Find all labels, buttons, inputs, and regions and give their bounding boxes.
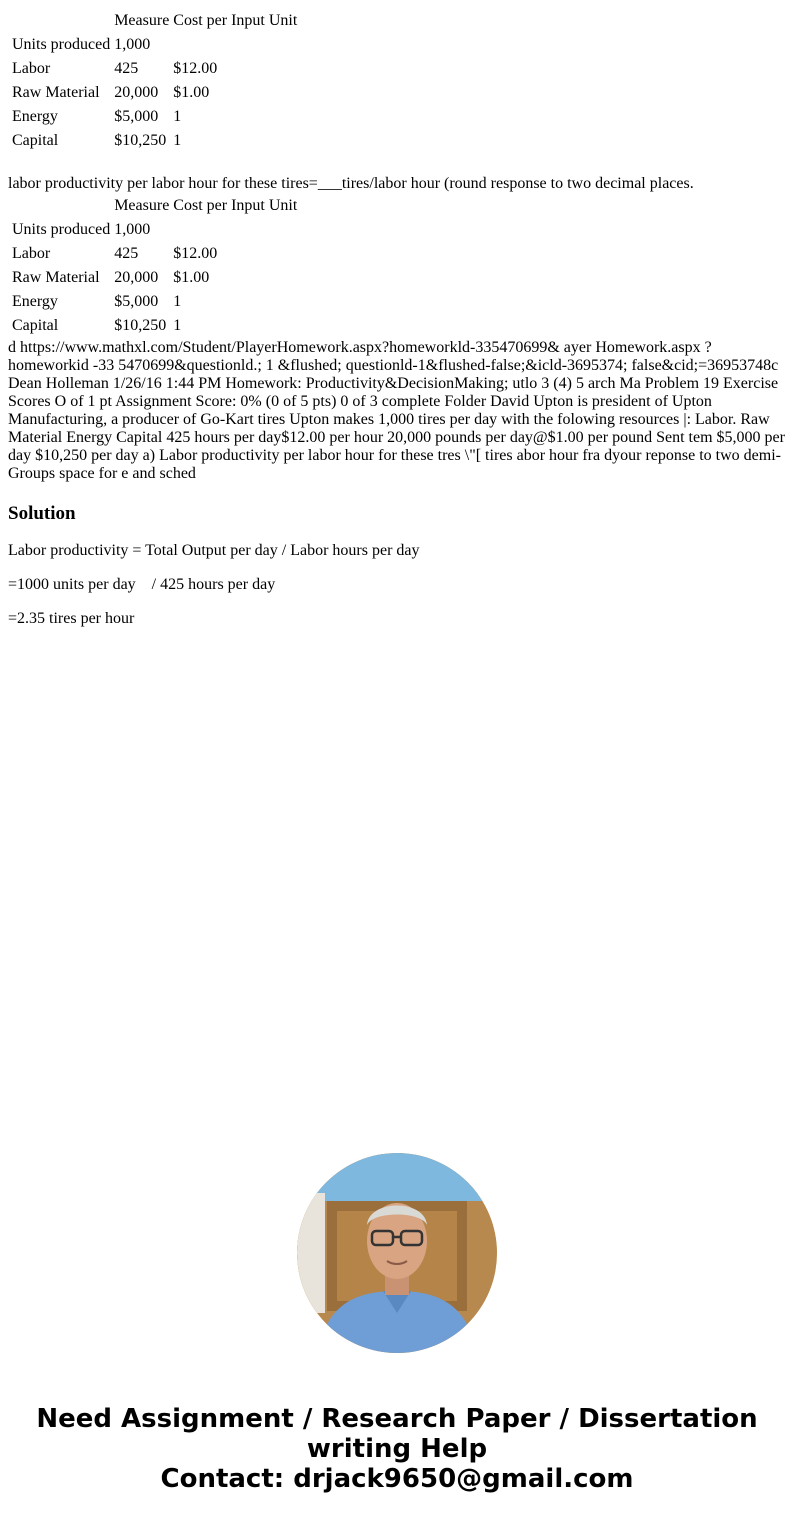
table-header-cell: Cost per Input Unit <box>173 197 298 214</box>
table-cell: $10,250 <box>114 317 167 334</box>
table-header-row <box>11 195 298 217</box>
footer-line: writing Help <box>306 1434 488 1464</box>
table-cell: $12.00 <box>173 60 218 77</box>
author-portrait-image <box>297 1153 497 1353</box>
table-cell: 1,000 <box>114 36 151 53</box>
solution-step: Labor productivity = Total Output per day / Labor hours per day <box>8 542 420 559</box>
table-cell: Raw Material <box>12 84 100 101</box>
table-cell: 20,000 <box>114 84 159 101</box>
resource-table-1 <box>9 8 300 154</box>
table-cell: 1 <box>173 293 182 310</box>
table-cell: 1 <box>173 132 182 149</box>
table-header-cell: Measure <box>114 12 170 29</box>
table-cell: $5,000 <box>114 293 159 310</box>
table-cell: 425 <box>114 245 139 262</box>
table-cell: $1.00 <box>173 269 210 286</box>
table-row <box>11 267 298 289</box>
table-row <box>11 291 298 313</box>
table-cell: 425 <box>114 60 139 77</box>
table-cell: Capital <box>12 132 59 149</box>
table-cell: Labor <box>12 60 51 77</box>
table-cell: $5,000 <box>114 108 159 125</box>
table-cell: Raw Material <box>12 269 100 286</box>
table-cell: 20,000 <box>114 269 159 286</box>
footer-contact-line: Contact: drjack9650@gmail.com <box>160 1464 634 1494</box>
table-row <box>11 243 298 265</box>
solution-step: =2.35 tires per hour <box>8 610 135 627</box>
table-cell: Units produced <box>12 36 111 53</box>
table-cell: Capital <box>12 317 59 334</box>
question-text: labor productivity per labor hour for these tires=___tires/labor hour (round response to two decimal places. <box>8 175 694 192</box>
table-cell: $1.00 <box>173 84 210 101</box>
table-row <box>11 58 298 80</box>
table-row <box>11 219 298 241</box>
table-header-cell: Measure <box>114 197 170 214</box>
table-cell: Energy <box>12 293 58 310</box>
table-cell: Energy <box>12 108 58 125</box>
document-body <box>0 0 794 628</box>
table-row <box>11 315 298 337</box>
table-cell: Units produced <box>12 221 111 238</box>
table-cell: Labor <box>12 245 51 262</box>
table-row <box>11 106 298 128</box>
table-row <box>11 130 298 152</box>
footer-line: Need Assignment / Research Paper / Dissertation <box>36 1404 758 1434</box>
table-cell <box>172 34 298 56</box>
table-row <box>11 82 298 104</box>
ocr-problem-text: d https://www.mathxl.com/Student/PlayerHomework.aspx?homeworkld-335470699& ayer Homework.aspx ? homeworkid -33 5470699&questionld.; 1 &flushed; questionld-1&flushed-false;&icld-3695374; false&cid;=36953748c Dean Holleman 1/26/16 1:44 PM Homework: Productivity&DecisionMaking; utlo 3 (4) 5 arch Ma Problem 19 Exercise Scores O of 1 pt Assignment Score: 0% (0 of 5 pts) 0 of 3 complete Folder David Upton is president of Upton Manufacturing, a producer of Go-Kart tires Upton makes 1,000 tires per day with the folowing resources |: Labor. Raw Material Energy Capital 425 hours per day$12.00 per hour 20,000 pounds per day@$1.00 per pound Sent tem $5,000 per day $10,250 per day a) Labor productivity per labor hour for these tres \"[ tires abor hour fra dyour reponse to two demi- Groups space for e and sched <box>8 339 785 482</box>
solution-step: =1000 units per day / 425 hours per day <box>8 576 276 593</box>
resource-table-2 <box>9 193 300 339</box>
table-cell: 1 <box>173 108 182 125</box>
table-cell: 1,000 <box>114 221 151 238</box>
table-cell: 1 <box>173 317 182 334</box>
table-cell: $10,250 <box>114 132 167 149</box>
table-header-cell <box>11 10 111 32</box>
solution-heading: Solution <box>8 503 76 524</box>
footer-contact-banner <box>0 1404 794 1494</box>
table-cell <box>172 219 298 241</box>
table-row <box>11 34 298 56</box>
table-cell: $12.00 <box>173 245 218 262</box>
table-header-row <box>11 10 298 32</box>
table-header-cell <box>11 195 111 217</box>
table-header-cell: Cost per Input Unit <box>173 12 298 29</box>
author-avatar <box>297 1153 497 1353</box>
